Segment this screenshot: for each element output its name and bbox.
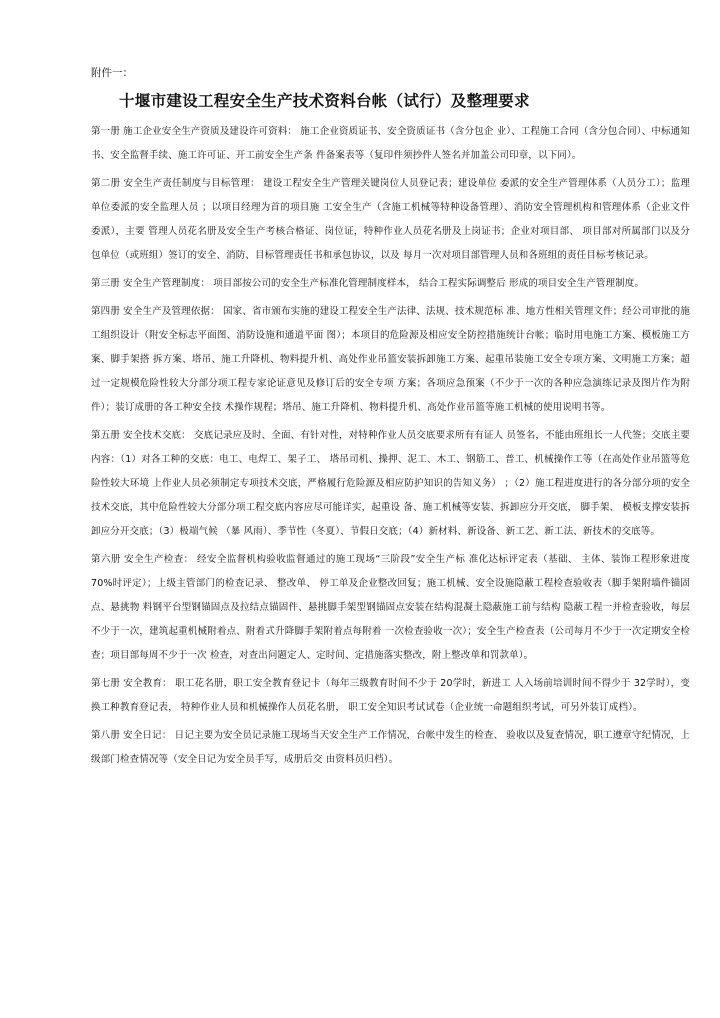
- section-heading: 第一册 施工企业安全生产资质及建设许可资料：: [91, 126, 298, 137]
- section-body: 职工花名册，职工安全教育登记卡（每年三级教育时间不少于 20学时，新进工 人入场前培训时间不得少于 32学时），变换工种教育登记表， 特种作业人员和机械操作人员花名册， 职工安全知识考试试卷（企业统一命题组织考试，可另外装订成档）。: [91, 678, 690, 713]
- section-heading: 第三册 安全生产管理制度：: [91, 278, 210, 289]
- section-heading: 第二册 安全生产责任制度与目标管理：: [91, 178, 260, 189]
- section-6: [91, 548, 690, 668]
- section-body: 经安全监督机构验收监督通过的施工现场“三阶段”安全生产标 准化达标评定表（基础、 主体、装饰工程形象进度 70%时评定）；上级主管部门的检查记录、 整改单、 停工单及企业整改回复；施工机械、安全设施隐蔽工程检查验收表（脚手架附墙件锚固点、悬挑物 料钢平台型钢锚固点及拉结点锚固件、悬挑脚手架型钢锚固点安装在结构混凝土隐蔽施工前与结构 隐蔽工程一并检查验收，每层不少于一次，建筑起重机械附着点、附着式升降脚手架附着点每附着 一次检查验收一次）；安全生产检查表（公司每月不少于一次定期安全检查；项目部每周不少于一次 检查，对查出问题定人、定时间、定措施落实整改，附上整改单和罚款单）。: [91, 554, 690, 661]
- section-body: 建设工程安全生产管理关键岗位人员登记表；建设单位 委派的安全生产管理体系（人员分工）；监理单位委派的安全监理人员 ；以项目经理为首的项目施 工安全生产（含施工机械等特种设备管理）、消防安全管理机构和管理体系（企业文件委派），主要 管理人员花名册及安全生产考核合格证、岗位证，特种作业人员花名册及上岗证书；企业对项目部、 项目部对所属部门以及分包单位（或班组）签订的安全、消防、目标管理责任书和承包协议，以及 每月一次对项目部管理人员和各班组的责任目标考核记录。: [91, 178, 690, 261]
- section-3: [91, 272, 690, 296]
- section-5: [91, 424, 690, 544]
- section-body: 施工企业资质证书、安全资质证书（含分包企 业）、工程施工合同（含分包合同）、中标通知书、安全监督手续、施工许可证、开工前安全生产条 件备案表等（复印件须抄件人签名并加盖公司印章，以下同）。: [91, 126, 690, 161]
- section-heading: 第六册 安全生产检查：: [91, 554, 194, 565]
- section-body: 交底记录应及时、全面、有针对性，对特种作业人员交底要求所有有证人 员签名，不能由班组长一人代签；交底主要内容：（1）对各工种的交底：电工、电焊工、架子工、 塔吊司机、操押、泥工、木工、钢筋工、普工、机械操作工等（在高处作业吊篮等危险性较大环境 上作业人员必须制定专项技术交底，严格履行危险源及相应防护知识的告知义务） ；（2）施工程进度进行的各分部分项的安全技术交底，其中危险性较大分部分项工程交底内容应尽可能详实，起重设 备、施工机械等安装、拆卸应分开交底， 脚手架、 模板支撑安装拆卸应分开交底；（3）极端气候 （暴 风雨）、季节性（冬夏）、节假日交底；（4）新材料、新设备、新工艺、新工法、新技术的交底等。: [91, 430, 691, 537]
- section-1: [91, 120, 690, 168]
- section-heading: 第四册 安全生产及管理依据：: [91, 306, 220, 317]
- attachment-label: 附件一：: [91, 67, 133, 79]
- section-heading: 第八册 安全日记：: [91, 730, 172, 741]
- document-title: 十堰市建设工程安全生产技术资料台帐（试行）及整理要求: [119, 92, 530, 110]
- section-body: 项目部按公司的安全生产标准化管理制度样本， 结合工程实际调整后 形成的项目安全生产管理制度。: [209, 278, 645, 289]
- section-heading: 第七册 安全教育：: [91, 678, 172, 689]
- section-body: 日记主要为安全员记录施工现场当天安全生产工作情况，台帐中发生的检查、 验收以及复查情况，职工遵章守纪情况，上级部门检查情况等（安全日记为安全员手写，成册后交 由资料员归档）。: [91, 730, 691, 765]
- section-7: [91, 672, 690, 720]
- section-2: [91, 172, 690, 268]
- section-heading: 第五册 安全技术交底：: [91, 430, 191, 441]
- section-8: [91, 724, 690, 772]
- section-4: [91, 300, 690, 420]
- section-body: 国家、省市颁布实施的建设工程安全生产法律、法规、技术规范标 准、地方性相关管理文件；经公司审批的施工组织设计（附安全标志平面图、消防设施和通道平面 图）；本项目的危险源及相应安全防控措施统计台帐；临时用电施工方案、模板施工方案、脚手架搭 拆方案、塔吊、施工升降机、物料提升机、高处作业吊篮安装拆卸施工方案、起重吊装施工安全专项方案、文明施工方案；超过一定规模危险性较大分部分项工程专家论证意见及修订后的安全专项 方案；各项应急预案（不少于一次的各种应急演练记录及图片作为附件）；装订成册的各工种安全技 术操作规程；塔吊、施工升降机、物料提升机、高处作业吊篮等施工机械的使用说明书等。: [91, 306, 690, 413]
